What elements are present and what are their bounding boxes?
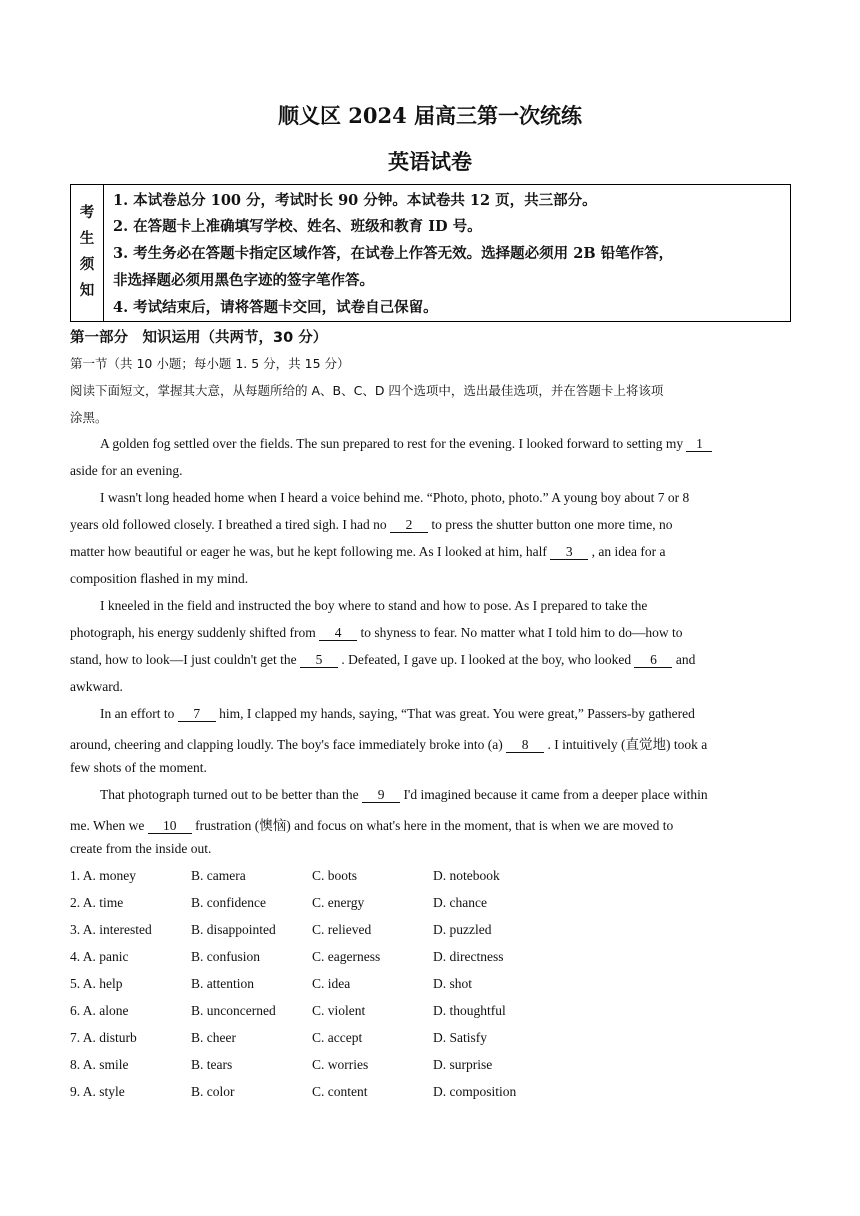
passage-line: aside for an evening. [70, 463, 183, 478]
passage-text: I'd imagined because it came from a deeper place within [403, 787, 708, 802]
notice-line: 2. 在答题卡上准确填写学校、姓名、班级和教育 ID 号。 [113, 218, 482, 235]
option-d: D. surprise [433, 1057, 493, 1072]
passage-line [70, 625, 683, 641]
passage-text: matter how beautiful or eager he was, but he kept following me. As I looked at him, half [70, 544, 547, 559]
option-b: B. tears [191, 1057, 233, 1072]
option-b: B. unconcerned [191, 1003, 276, 1018]
passage-text: years old followed closely. I breathed a tired sigh. I had no [70, 517, 387, 532]
passage-text: me. When we [70, 818, 145, 833]
option-b: B. confusion [191, 949, 260, 964]
notice-line: 4. 考试结束后，请将答题卡交回，试卷自己保留。 [113, 299, 438, 316]
option-row [70, 895, 770, 913]
option-a: 9. A. style [70, 1084, 125, 1099]
blank-6: 6 [634, 653, 672, 668]
option-b: B. camera [191, 868, 246, 883]
option-a: 4. A. panic [70, 949, 129, 964]
option-c: C. eagerness [312, 949, 381, 964]
option-a: 6. A. alone [70, 1003, 129, 1018]
passage-text: frustration (懊恼) and focus on what's here in the moment, that is when we are moved to [195, 818, 674, 833]
option-d: D. Satisfy [433, 1030, 487, 1045]
option-d: D. thoughtful [433, 1003, 506, 1018]
passage-line [100, 787, 708, 803]
passage-text: him, I clapped my hands, saying, “That was great. You were great,” Passers-by gathered [219, 706, 695, 721]
passage-text: In an effort to [100, 706, 175, 721]
passage-text: , an idea for a [591, 544, 666, 559]
notice-label-char: 须 [79, 256, 95, 273]
option-c: C. energy [312, 895, 365, 910]
option-c: C. violent [312, 1003, 366, 1018]
option-c: C. idea [312, 976, 351, 991]
blank-5: 5 [300, 653, 338, 668]
passage-line: I kneeled in the field and instructed the boy where to stand and how to pose. As I prepared to take the [100, 598, 648, 613]
passage-line: create from the inside out. [70, 841, 212, 856]
option-row [70, 1003, 770, 1021]
passage-line [100, 436, 712, 452]
blank-1: 1 [686, 437, 712, 452]
blank-2: 2 [390, 518, 428, 533]
option-b: B. confidence [191, 895, 266, 910]
passage-line [70, 733, 707, 753]
option-b: B. color [191, 1084, 235, 1099]
passage-line: I wasn't long headed home when I heard a voice behind me. “Photo, photo, photo.” A young boy about 7 or 8 [100, 490, 690, 505]
blank-10: 10 [148, 819, 192, 834]
option-c: C. content [312, 1084, 368, 1099]
passage-text: . I intuitively (直觉地) took a [547, 737, 708, 752]
option-c: C. relieved [312, 922, 372, 937]
option-row [70, 976, 770, 994]
passage-line [70, 544, 665, 560]
notice-line: 1. 本试卷总分 100 分，考试时长 90 分钟。本试卷共 12 页，共三部分。 [113, 192, 597, 209]
option-a: 2. A. time [70, 895, 124, 910]
option-a: 3. A. interested [70, 922, 152, 937]
blank-3: 3 [550, 545, 588, 560]
passage-text: to shyness to fear. No matter what I told him to do—how to [360, 625, 683, 640]
passage-line [70, 652, 695, 668]
blank-7: 7 [178, 707, 216, 722]
blank-8: 8 [506, 738, 544, 753]
section1-heading: 第一节（共 10 小题；每小题 1. 5 分，共 15 分） [70, 356, 350, 371]
passage-text: to press the shutter button one more time, no [431, 517, 673, 532]
passage-line: few shots of the moment. [70, 760, 207, 775]
option-row [70, 1084, 770, 1102]
option-d: D. chance [433, 895, 487, 910]
passage-text: around, cheering and clapping loudly. The boy's face immediately broke into (a) [70, 737, 503, 752]
passage-text: . Defeated, I gave up. I looked at the boy, who looked [341, 652, 632, 667]
candidate-notice-box [70, 184, 791, 322]
option-a: 8. A. smile [70, 1057, 129, 1072]
passage-text: stand, how to look—I just couldn't get the [70, 652, 297, 667]
option-c: C. boots [312, 868, 358, 883]
passage-line [70, 517, 673, 533]
option-b: B. cheer [191, 1030, 236, 1045]
option-d: D. directness [433, 949, 504, 964]
option-a: 7. A. disturb [70, 1030, 137, 1045]
option-b: B. attention [191, 976, 254, 991]
option-row [70, 868, 770, 886]
passage-text: A golden fog settled over the fields. The sun prepared to rest for the evening. I looked forward to setting my [100, 436, 684, 451]
passage-line [100, 706, 695, 722]
option-d: D. composition [433, 1084, 517, 1099]
passage-text: photograph, his energy suddenly shifted from [70, 625, 316, 640]
option-d: D. puzzled [433, 922, 492, 937]
option-d: D. shot [433, 976, 473, 991]
exam-subtitle: 英语试卷 [388, 149, 472, 174]
blank-9: 9 [362, 788, 400, 803]
option-c: C. accept [312, 1030, 363, 1045]
option-a: 1. A. money [70, 868, 136, 883]
instruction-line: 阅读下面短文，掌握其大意，从每题所给的 A、B、C、D 四个选项中，选出最佳选项，并在答题卡上将该项 [70, 383, 664, 398]
option-d: D. notebook [433, 868, 500, 883]
passage-text: and [675, 652, 696, 667]
passage-text: That photograph turned out to be better than the [100, 787, 359, 802]
option-row [70, 1057, 770, 1075]
option-row [70, 1030, 770, 1048]
passage-line [70, 814, 673, 834]
option-row [70, 949, 770, 967]
notice-label [71, 185, 104, 321]
instruction-line: 涂黑。 [70, 410, 108, 425]
blank-4: 4 [319, 626, 357, 641]
part1-heading: 第一部分 知识运用（共两节，30 分） [70, 330, 328, 346]
option-b: B. disappointed [191, 922, 276, 937]
passage-line: awkward. [70, 679, 123, 694]
notice-label-char: 考 [79, 204, 95, 221]
notice-line: 非选择题必须用黑色字迹的签字笔作答。 [113, 272, 374, 289]
notice-label-char: 生 [79, 230, 95, 247]
option-c: C. worries [312, 1057, 369, 1072]
option-a: 5. A. help [70, 976, 123, 991]
notice-label-char: 知 [79, 282, 95, 299]
exam-title: 顺义区 2024 届高三第一次统练 [277, 103, 583, 128]
option-row [70, 922, 770, 940]
passage-line: composition flashed in my mind. [70, 571, 249, 586]
notice-line: 3. 考生务必在答题卡指定区域作答，在试卷上作答无效。选择题必须用 2B 铅笔作答， [113, 245, 674, 262]
